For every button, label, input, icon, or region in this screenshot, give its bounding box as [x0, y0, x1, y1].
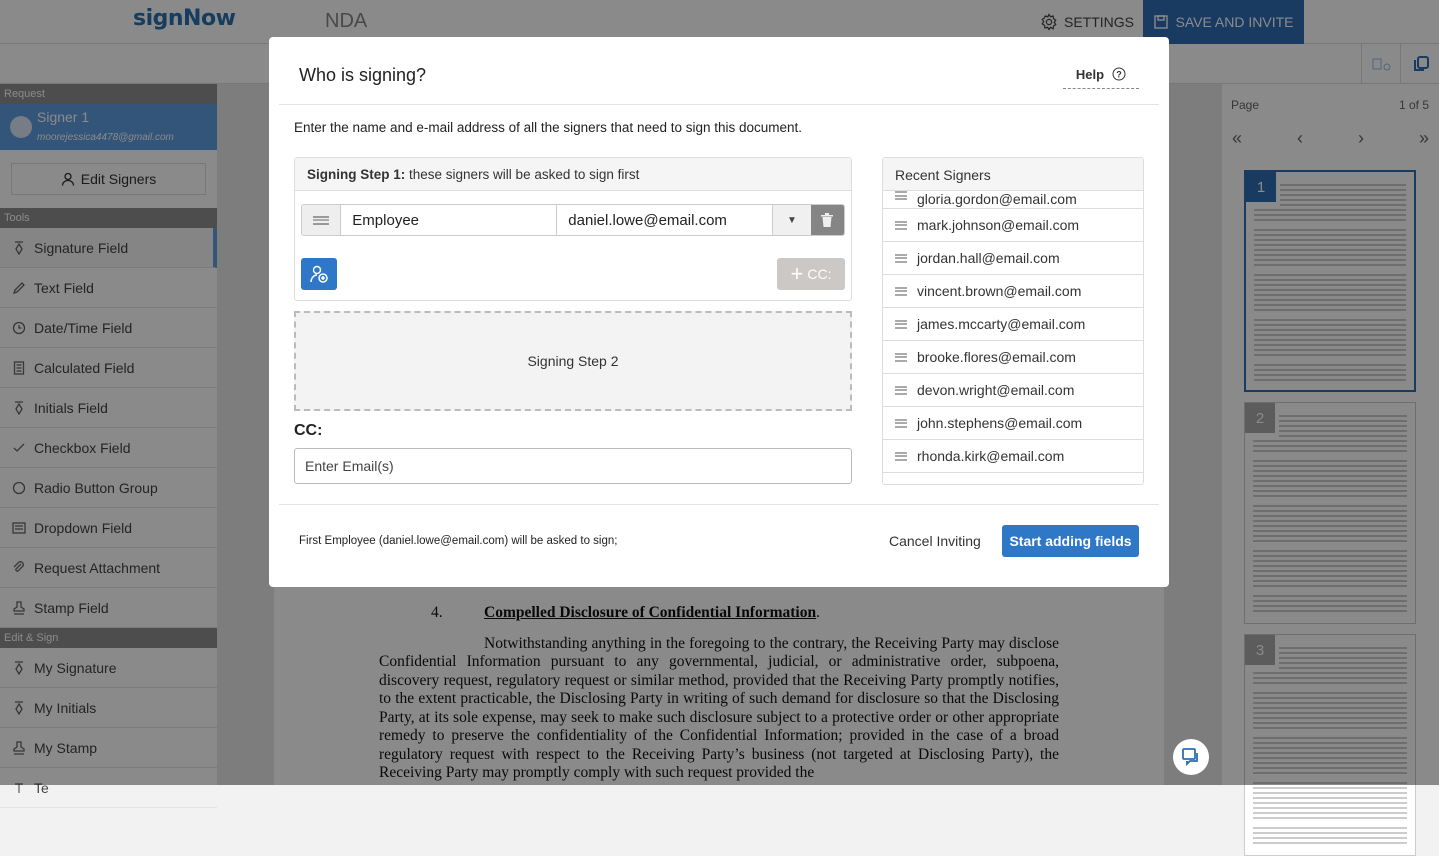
thumbnail-text-line	[1253, 832, 1407, 834]
recent-signers-panel	[882, 157, 1144, 485]
add-user-icon	[309, 264, 329, 284]
settings-label: SETTINGS	[1064, 14, 1135, 30]
thumbnail-number: 1	[1246, 172, 1276, 202]
recent-signer-item[interactable]	[883, 242, 1143, 275]
sidebar-item-label: Radio Button Group	[34, 479, 158, 496]
recent-signer-email: rhonda.kirk@email.com	[917, 448, 1065, 464]
recent-signers-title: Recent Signers	[883, 158, 1143, 191]
drag-handle-icon	[895, 254, 907, 263]
thumbnail-text-line	[1253, 787, 1407, 789]
next-page-icon[interactable]: ›	[1357, 128, 1364, 148]
recent-signer-email: mark.johnson@email.com	[917, 217, 1080, 233]
section-edit-sign: Edit & Sign	[0, 628, 217, 648]
page-label: Page	[1231, 98, 1260, 112]
thumbnail-text-line	[1253, 817, 1407, 819]
drag-handle-icon	[895, 452, 907, 461]
sidebar-item-label: Initials Field	[34, 399, 108, 416]
signer-email: moorejessica4478@gmail.com	[37, 132, 174, 143]
thumbnail-text-line	[1253, 792, 1407, 794]
chat-icon	[1181, 747, 1201, 767]
cc-label: CC:	[294, 422, 323, 439]
dialog-title: Who is signing?	[299, 65, 427, 85]
cc-email-input[interactable]	[294, 448, 852, 484]
recent-signer-item[interactable]	[883, 440, 1143, 473]
signing-step-2-dropzone[interactable]: Signing Step 2	[294, 311, 852, 411]
drag-handle-icon	[895, 320, 907, 329]
divider	[279, 104, 1159, 105]
dialog-intro: Enter the name and e-mail address of all the signers that need to sign this document.	[294, 120, 803, 135]
recent-signer-item[interactable]	[883, 374, 1143, 407]
caret-down-icon: ▼	[787, 214, 797, 226]
drag-handle-icon	[895, 191, 907, 200]
signer-role-input[interactable]	[341, 205, 557, 235]
help-link[interactable]: Help ?	[1063, 67, 1139, 89]
recent-signer-item[interactable]	[883, 341, 1143, 374]
chat-button[interactable]	[1173, 739, 1209, 775]
thumbnail-text-line	[1253, 802, 1407, 804]
recent-signer-email: vincent.brown@email.com	[917, 283, 1082, 299]
signer-email-input[interactable]	[557, 205, 773, 235]
recent-signer-email: john.stephens@email.com	[917, 415, 1083, 431]
signing-step-1	[294, 157, 852, 301]
plus-icon: +	[790, 261, 804, 286]
thumbnail-text-line	[1253, 837, 1407, 839]
sidebar-item-label: Signature Field	[34, 239, 129, 256]
recent-signer-email: james.mccarty@email.com	[917, 316, 1086, 332]
section-paragraph: Notwithstanding anything in the foregoing to the contrary, the Receiving Party may disclose Confidential Information pursuant to any governmental, judicial, or administrative order, subpoena, discovery request, regulatory request or similar method, provided that the Receiving Party promptly notifies, to the extent practicable, the Disclosing Party in writing of such demand for disclosure so that the Disclosing Party, at its sole expense, may seek to make such disclosure subject to a protective order or other appropriate remedy to preserve the confidentiality of the Confidential Information; provided in the case of a broad regulatory request with respect to the Receiving Party’s business (not targeted at Disclosing Party), the Receiving Party may promptly comply with such request provided the	[379, 634, 1059, 781]
delete-signer-button[interactable]	[811, 205, 844, 235]
signing-order-note: First Employee (daniel.lowe@email.com) will be asked to sign;	[299, 535, 618, 547]
signer-dropdown-button[interactable]	[773, 205, 810, 235]
section-request: Request	[0, 84, 217, 104]
recent-signer-email: jordan.hall@email.com	[917, 250, 1060, 266]
thumbnail-text-line	[1253, 812, 1407, 814]
document-title: NDA	[325, 10, 368, 32]
drag-handle-icon	[895, 287, 907, 296]
svg-text:?: ?	[1116, 69, 1122, 80]
add-cc-button[interactable]: + CC:	[777, 258, 845, 290]
recent-signer-item[interactable]	[883, 407, 1143, 440]
save-and-invite-label: SAVE AND INVITE	[1175, 14, 1294, 30]
thumbnail-text-line	[1253, 797, 1407, 799]
thumbnail-number: 3	[1245, 635, 1275, 665]
start-adding-fields-button[interactable]: Start adding fields	[1002, 525, 1139, 557]
cancel-inviting-button[interactable]: Cancel Inviting	[889, 533, 981, 549]
recent-signer-email: gloria.gordon@email.com	[917, 191, 1077, 207]
drag-handle-icon	[895, 221, 907, 230]
drag-handle-icon	[895, 419, 907, 428]
sidebar-item-label: My Stamp	[34, 739, 98, 756]
drag-handle-icon	[895, 386, 907, 395]
drag-handle-icon[interactable]	[302, 205, 341, 235]
step-1-header: Signing Step 1: these signers will be asked to sign first	[295, 158, 851, 191]
sidebar-item-label: Dropdown Field	[34, 519, 133, 536]
signer-row	[301, 204, 845, 236]
divider	[279, 504, 1159, 505]
first-page-icon[interactable]: «	[1232, 128, 1243, 148]
sidebar-item-label: My Signature	[34, 659, 117, 676]
recent-signer-email: brooke.flores@email.com	[917, 349, 1076, 365]
last-page-icon[interactable]: »	[1418, 128, 1429, 148]
sidebar-item-label: Request Attachment	[34, 559, 161, 576]
sidebar-item-label: My Initials	[34, 699, 97, 716]
drag-handle-icon	[895, 353, 907, 362]
thumbnail-text-line	[1253, 827, 1407, 829]
signer-name: Signer 1	[37, 109, 90, 125]
recent-signer-item[interactable]	[883, 308, 1143, 341]
trash-icon	[821, 213, 833, 227]
prev-page-icon[interactable]: ‹	[1297, 128, 1303, 148]
question-circle-icon	[1112, 67, 1126, 81]
thumbnail-text-line	[1253, 807, 1407, 809]
thumbnail-text-line	[1253, 842, 1407, 844]
thumbnail-number: 2	[1245, 403, 1275, 433]
sidebar-item-label: Te	[34, 779, 49, 796]
signnow-logo[interactable]: signNow	[133, 6, 236, 31]
sidebar-item-label: Calculated Field	[34, 359, 135, 376]
add-signer-button[interactable]	[301, 258, 337, 290]
recent-signer-item[interactable]	[883, 275, 1143, 308]
who-is-signing-dialog	[269, 37, 1169, 587]
recent-signers-list[interactable]	[883, 191, 1143, 484]
section-tools: Tools	[0, 208, 217, 228]
edit-signers-label: Edit Signers	[80, 171, 157, 187]
page-counter: 1 of 5	[1398, 98, 1429, 112]
section-heading: 4. Compelled Disclosure of Confidential Information.	[431, 604, 820, 621]
sidebar-item-label: Date/Time Field	[34, 319, 133, 336]
sidebar-item-label: Checkbox Field	[34, 439, 131, 456]
recent-signer-item[interactable]	[883, 191, 1143, 209]
recent-signer-email: devon.wright@email.com	[917, 382, 1075, 398]
recent-signer-item[interactable]	[883, 209, 1143, 242]
sidebar-item-label: Stamp Field	[34, 599, 109, 616]
sidebar-item-label: Text Field	[34, 279, 94, 296]
